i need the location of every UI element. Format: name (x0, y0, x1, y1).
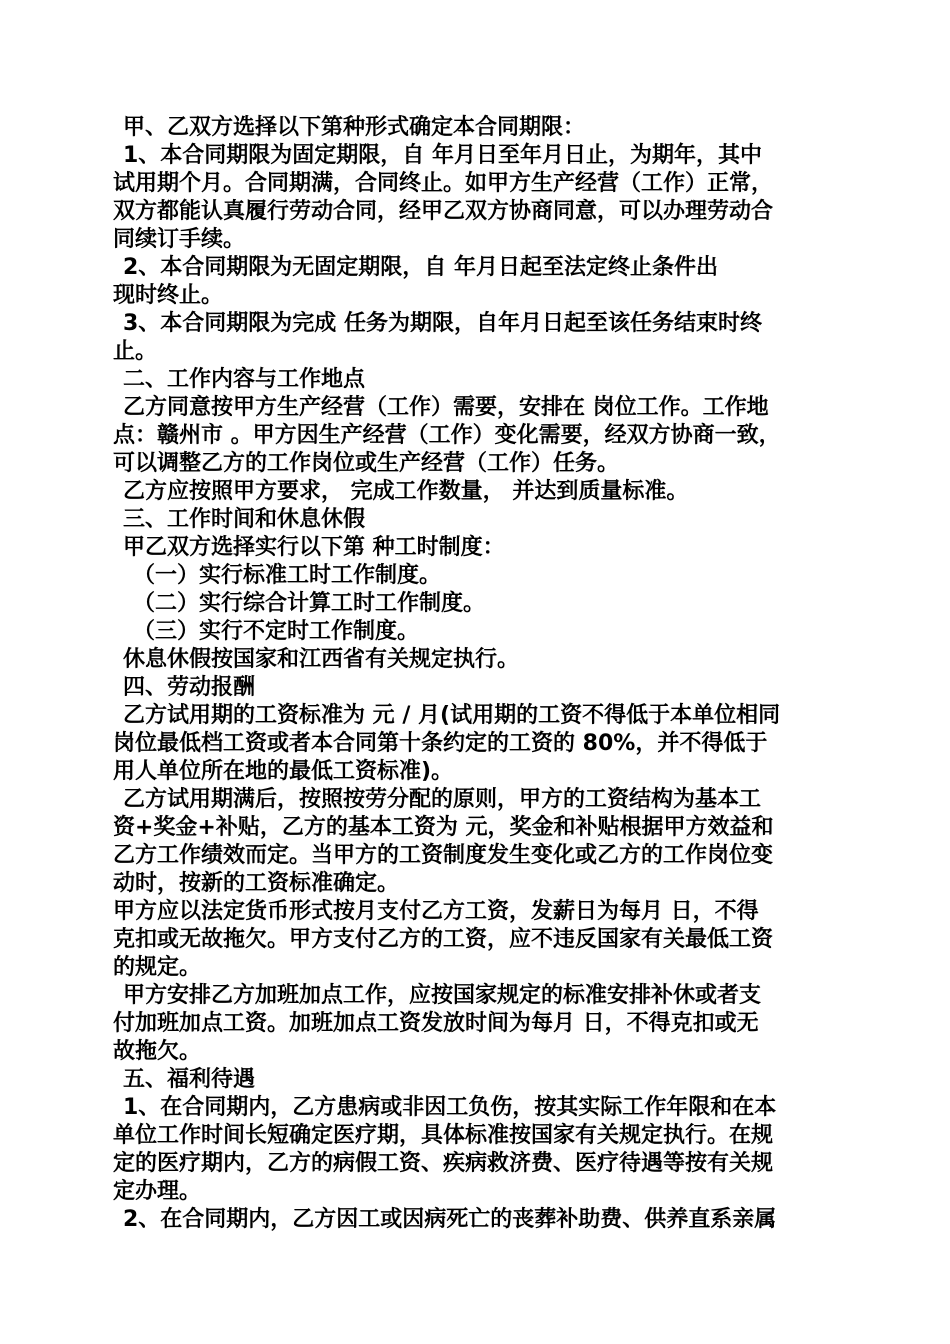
text-line: 乙方试用期的工资标准为 元 / 月(试用期的工资不得低于本单位相同 (123, 703, 781, 728)
text-line: 乙方试用期满后，按照按劳分配的原则，甲方的工资结构为基本工 (123, 787, 762, 812)
text-line: 单位工作时间长短确定医疗期，具体标准按国家有关规定执行。在规 (113, 1123, 774, 1148)
text-line: 克扣或无故拖欠。甲方支付乙方的工资，应不违反国家有关最低工资 (113, 927, 774, 952)
text-line: 1、本合同期限为固定期限，自 年月日至年月日止，为期年，其中 (123, 143, 762, 168)
text-line: 现时终止。 (113, 283, 224, 308)
text-line: 四、劳动报酬 (123, 675, 256, 700)
text-line: 付加班加点工资。加班加点工资发放时间为每月 日，不得克扣或无 (113, 1011, 759, 1036)
text-line: 休息休假按国家和江西省有关规定执行。 (123, 647, 520, 672)
text-line: 甲方应以法定货币形式按月支付乙方工资，发薪日为每月 日，不得 (113, 899, 759, 924)
text-line: 定办理。 (113, 1179, 202, 1204)
text-line: 定的医疗期内，乙方的病假工资、疾病救济费、医疗待遇等按有关规 (113, 1151, 774, 1176)
text-line: 甲方安排乙方加班加点工作，应按国家规定的标准安排补休或者支 (123, 983, 762, 1008)
text-line: （一）实行标准工时工作制度。 (133, 563, 442, 588)
text-line: 乙方应按照甲方要求， 完成工作数量， 并达到质量标准。 (123, 479, 689, 504)
text-line: 故拖欠。 (113, 1039, 202, 1064)
text-line: 甲、乙双方选择以下第种形式确定本合同期限： (123, 115, 586, 140)
text-line: 的规定。 (113, 955, 202, 980)
text-line: 乙方工作绩效而定。当甲方的工资制度发生变化或乙方的工作岗位变 (113, 843, 774, 868)
text-line: 试用期个月。合同期满，合同终止。如甲方生产经营（工作）正常， (113, 171, 774, 196)
text-line: 双方都能认真履行劳动合同，经甲乙双方协商同意，可以办理劳动合 (113, 199, 774, 224)
text-line: 甲乙双方选择实行以下第 种工时制度： (123, 535, 505, 560)
text-line: 2、本合同期限为无固定期限，自 年月日起至法定终止条件出 (123, 255, 718, 280)
text-line: 2、在合同期内，乙方因工或因病死亡的丧葬补助费、供养直系亲属 (123, 1207, 777, 1232)
text-line: 3、本合同期限为完成 任务为期限，自年月日起至该任务结束时终 (123, 311, 762, 336)
text-line: 乙方同意按甲方生产经营（工作）需要，安排在 岗位工作。工作地 (123, 395, 769, 420)
text-line: 用人单位所在地的最低工资标准)。 (113, 759, 454, 784)
text-line: 动时，按新的工资标准确定。 (113, 871, 400, 896)
text-line: 同续订手续。 (113, 227, 246, 252)
text-line: 可以调整乙方的工作岗位或生产经营（工作）任务。 (113, 451, 620, 476)
text-line: 五、福利待遇 (123, 1067, 256, 1092)
text-line: （二）实行综合计算工时工作制度。 (133, 591, 486, 616)
text-line: 1、在合同期内，乙方患病或非因工负伤，按其实际工作年限和在本 (123, 1095, 777, 1120)
document-body (113, 114, 838, 1234)
text-line: 二、工作内容与工作地点 (123, 367, 366, 392)
text-line: 岗位最低档工资或者本合同第十条约定的工资的 80%，并不得低于 (113, 731, 768, 756)
text-line: 止。 (113, 339, 158, 364)
text-line: 三、工作时间和休息休假 (123, 507, 366, 532)
text-line: 点：赣州市 。甲方因生产经营（工作）变化需要，经双方协商一致， (113, 423, 781, 448)
text-line: （三）实行不定时工作制度。 (133, 619, 420, 644)
text-line: 资+奖金+补贴，乙方的基本工资为 元，奖金和补贴根据甲方效益和 (113, 815, 774, 840)
